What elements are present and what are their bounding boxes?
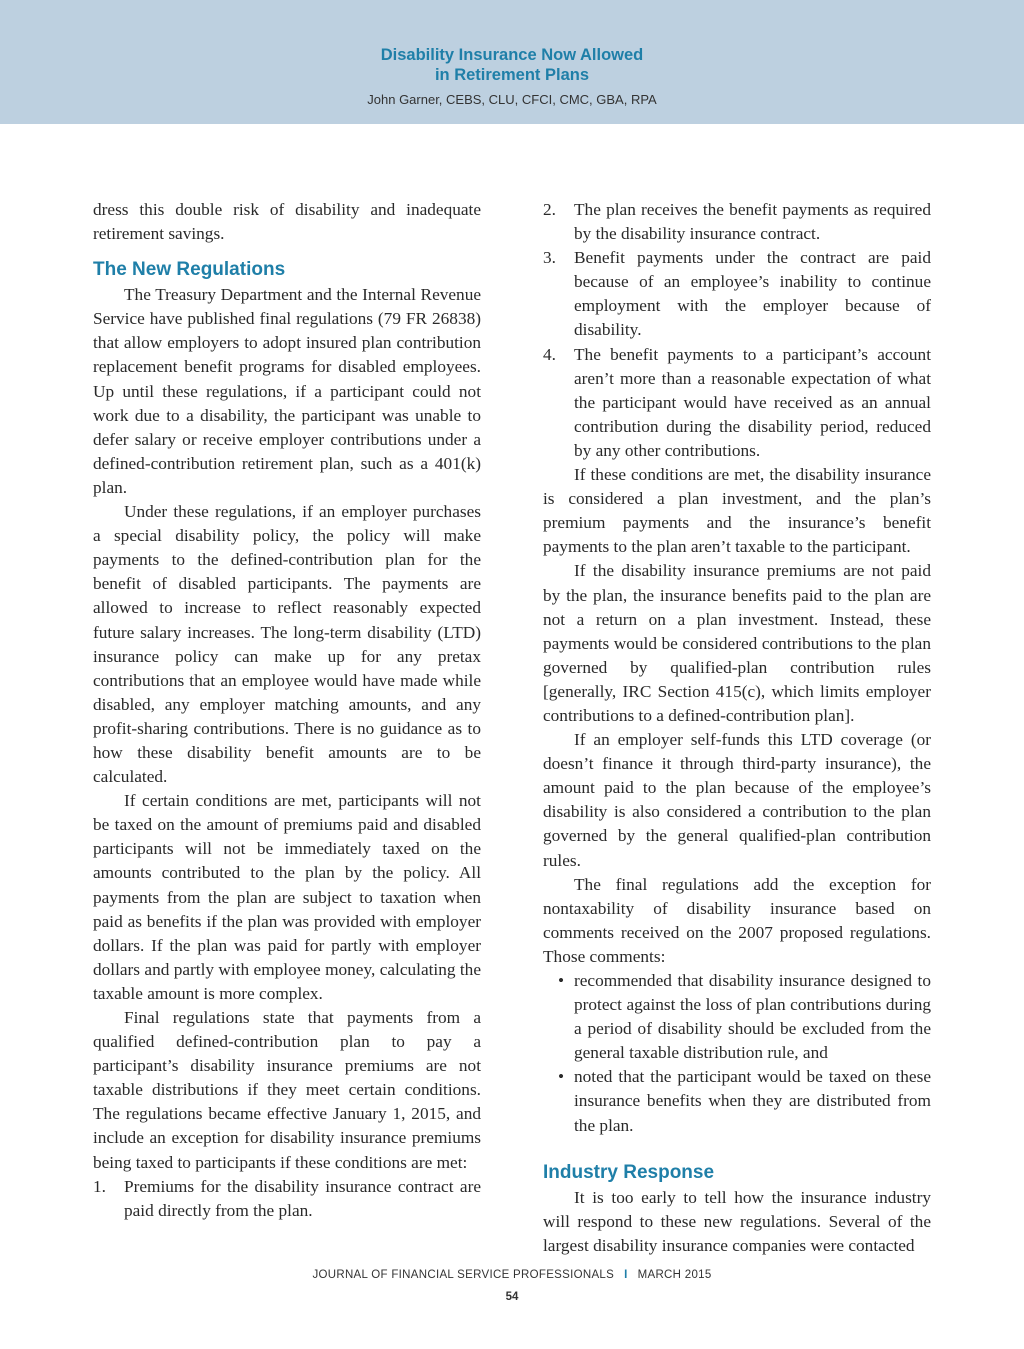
footer-separator: I: [624, 1269, 628, 1281]
list-number: 4.: [543, 344, 556, 364]
section-heading-new-regulations: The New Regulations: [93, 259, 286, 281]
journal-name: JOURNAL OF FINANCIAL SERVICE PROFESSIONALS: [312, 1269, 615, 1281]
paragraph: Under these regulations, if an employer purchases a special disability policy, the policy will make payments to the defined-contribution plan for the benefit of disabled participants. The payments are allowed to increase to reflect reasonably expected future salary increases. The long-term disability (LTD) insurance policy can make up for any pretax contributions that an employee would have made while disabled, any employer matching amounts, and any profit-sharing contributions. There is no guidance as to how these disability benefit amounts are to be calculated.: [93, 502, 481, 787]
list-item: [543, 246, 931, 342]
issue-date: MARCH 2015: [637, 1269, 712, 1281]
paragraph: dress this double risk of disability and inadequate retirement savings.: [93, 200, 481, 244]
list-number: 1.: [93, 1176, 106, 1196]
list-number: 2.: [543, 200, 556, 219]
right-column: [543, 198, 931, 1258]
article-title-line1: Disability Insurance Now Allowed: [380, 46, 644, 64]
paragraph: If an employer self-funds this LTD coverage (or doesn’t finance it through third-party insurance), the amount paid to the plan because of the employee’s disability is also considered a contribution to the plan governed by the general qualified-plan contribution rules.: [543, 730, 931, 870]
list-item: [93, 1175, 481, 1223]
section-heading-industry-response: Industry Response: [543, 1161, 715, 1183]
page-number: 54: [505, 1291, 519, 1303]
paragraph: The Treasury Department and the Internal Revenue Service have published final regulations (79 FR 26838) that allow employers to adopt insured plan contribution replacement benefit programs for disabled employees. Up until these regulations, if a participant could not work due to a disability, the participant was unable to defer salary or receive employer contributions under a defined-contribution retirement plan, such as a 401(k) plan.: [93, 285, 481, 497]
header-banner: [0, 0, 1024, 124]
paragraph: If these conditions are met, the disability insurance is considered a plan investment, and the plan’s premium payments and the insurance’s benefit payments to the plan aren’t taxable to the participant.: [543, 465, 931, 557]
list-item-text: Benefit payments under the contract are paid because of an employee’s inability to continue employment with the employer because of disability.: [574, 248, 931, 340]
paragraph: If certain conditions are met, participants will not be taxed on the amount of premiums paid and disabled participants will not be immediately taxed on the amounts contributed to the plan by the policy. All payments from the plan are subject to taxation when paid as benefits if the plan was provided with employer dollars. If the plan was paid for partly with employer dollars and partly with employee money, calculating the taxable amount is more complex.: [93, 791, 481, 1003]
list-number: 3.: [543, 248, 556, 268]
article-title-line2: in Retirement Plans: [434, 66, 590, 84]
paragraph: If the disability insurance premiums are not paid by the plan, the insurance benefits paid to the plan are not a return on a plan investment. Instead, these payments would be considered contributions to the plan governed by qualified-plan contribution rules [generally, IRC Section 415(c), which limits employer contributions to a defined-contribution plan].: [543, 561, 931, 725]
list-item: [543, 198, 931, 246]
bullet-icon: •: [558, 1067, 565, 1087]
left-column: [93, 198, 481, 1223]
bullet-icon: •: [558, 971, 565, 990]
bullet-item: [543, 1065, 931, 1137]
list-item-text: The plan receives the benefit payments as required by the disability insurance contract.: [574, 200, 931, 244]
list-item-text: The benefit payments to a participant’s account aren’t more than a reasonable expectation of what the participant would have received as an annual contribution during the disability period, reduced by any other contributions.: [574, 344, 931, 460]
bullet-text: noted that the participant would be taxed on these insurance benefits when they are distributed from the plan.: [574, 1067, 931, 1135]
bullet-text: recommended that disability insurance designed to protect against the loss of plan contributions during a period of disability should be excluded from the general taxable distribution rule, and: [574, 971, 931, 1063]
paragraph: Final regulations state that payments from a qualified defined-contribution plan to pay a participant’s disability insurance premiums are not taxable distributions if they meet certain conditions. The regulations became effective January 1, 2015, and include an exception for disability insurance premiums being taxed to participants if these conditions are met:: [93, 1008, 481, 1172]
footer-journal-line: [0, 1269, 1024, 1281]
paragraph: It is too early to tell how the insurance industry will respond to these new regulations. Several of the largest disability insurance companies were contacted: [543, 1187, 931, 1255]
list-item-text: Premiums for the disability insurance contract are paid directly from the plan.: [124, 1176, 481, 1220]
article-author: John Garner, CEBS, CLU, CFCI, CMC, GBA, RPA: [367, 92, 657, 107]
list-item: [543, 343, 931, 463]
paragraph: The final regulations add the exception for nontaxability of disability insurance based on comments received on the 2007 proposed regulations. Those comments:: [543, 874, 931, 966]
bullet-item: [543, 969, 931, 1065]
